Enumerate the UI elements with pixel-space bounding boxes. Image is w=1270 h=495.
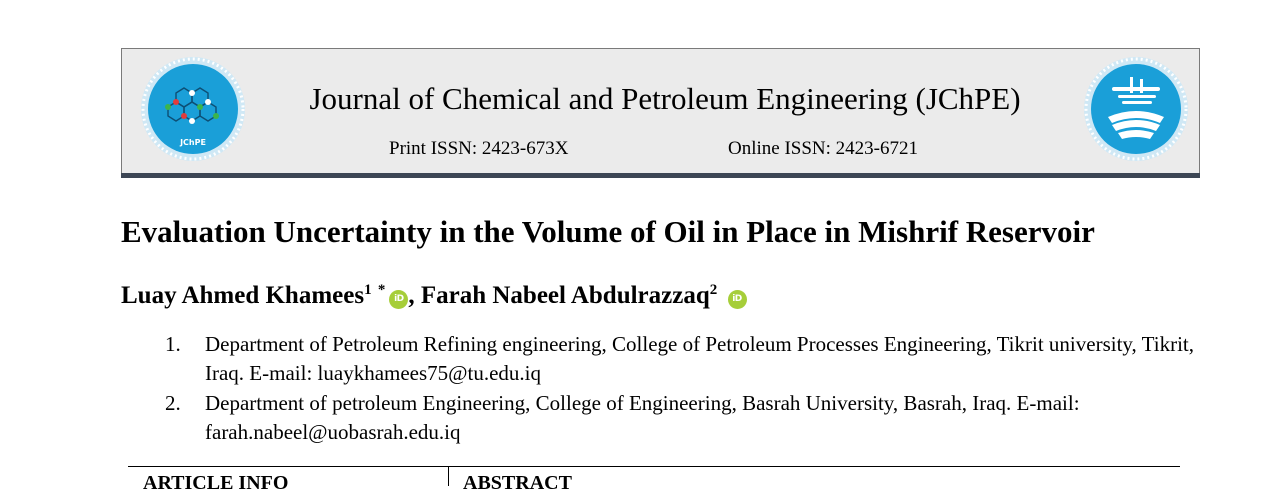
affiliation-number: 2. [165, 391, 181, 415]
author-separator: , [408, 282, 415, 309]
corresponding-author-mark: * [377, 282, 386, 298]
affiliation-item [165, 330, 1205, 388]
column-separator [448, 466, 449, 486]
online-issn: Online ISSN: 2423-6721 [728, 138, 918, 159]
author-list [121, 279, 747, 316]
affiliation-text: Department of Petroleum Refining engineering, College of Petroleum Processes Engineering, Tikrit university, Tikrit, Iraq. E-mail: luaykhamees75@tu.edu.iq [205, 332, 1194, 385]
journal-name: Journal of Chemical and Petroleum Engineering (JChPE) [309, 81, 1021, 116]
affiliation-superscript: 1 [364, 282, 372, 298]
paper-title: Evaluation Uncertainty in the Volume of Oil in Place in Mishrif Reservoir [121, 214, 1095, 249]
affiliation-text: Department of petroleum Engineering, College of Engineering, Basrah University, Basrah, Iraq. E-mail: farah.nabeel@uobasrah.edu.iq [205, 391, 1080, 444]
masthead-rule [121, 173, 1200, 178]
orcid-icon[interactable]: iD [728, 290, 747, 309]
affiliation-number: 1. [165, 332, 181, 356]
article-info-top-rule [128, 466, 1180, 467]
affiliation-superscript: 2 [709, 282, 718, 298]
affiliation-item [165, 389, 1205, 447]
abstract-heading: ABSTRACT [463, 472, 572, 494]
print-issn: Print ISSN: 2423-673X [389, 138, 569, 159]
affiliation-list [165, 330, 1205, 448]
svg-text:JChPE: JChPE [180, 138, 206, 147]
author-name: Luay Ahmed Khamees [121, 282, 365, 309]
orcid-icon[interactable]: iD [389, 290, 408, 309]
jchpe-logo [136, 55, 251, 163]
university-of-tehran-logo [1078, 55, 1194, 163]
article-info-heading: ARTICLE INFO [143, 472, 289, 494]
author-name: Farah Nabeel Abdulrazzaq [420, 282, 710, 309]
